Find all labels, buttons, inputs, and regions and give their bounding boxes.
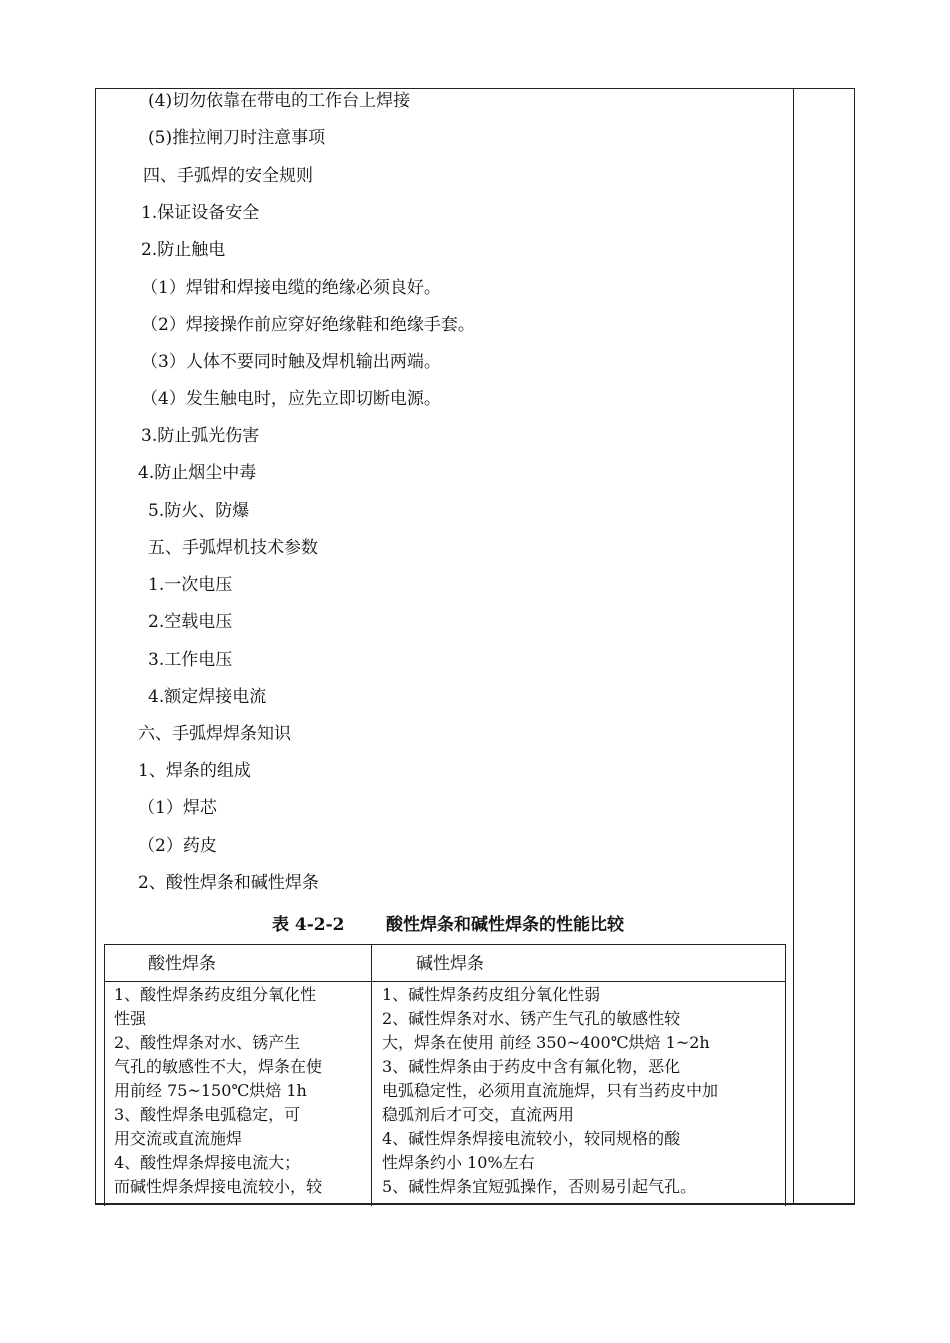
text-line: (5)推拉闸刀时注意事项 <box>148 128 326 148</box>
text-line: （2）焊接操作前应穿好绝缘鞋和绝缘手套。 <box>141 315 475 335</box>
table-cell-line: 2、酸性焊条对水、锈产生 <box>114 1033 301 1052</box>
table-column-divider <box>371 944 372 1206</box>
table-cell-line: 5、碱性焊条宜短弧操作，否则易引起气孔。 <box>382 1177 697 1196</box>
table-cell-line: 性强 <box>114 1009 147 1028</box>
text-line: 2.空载电压 <box>148 612 233 632</box>
text-line: 1.一次电压 <box>148 575 233 595</box>
text-line: 3.防止弧光伤害 <box>141 426 260 446</box>
table-cell-line: 电弧稳定性，必须用直流施焊，只有当药皮中加 <box>382 1081 719 1100</box>
table-cell-line: 1、酸性焊条药皮组分氧化性 <box>114 985 317 1004</box>
table-cell-line: 性焊条约小 10%左右 <box>382 1153 535 1172</box>
text-line: （1）焊钳和焊接电缆的绝缘必须良好。 <box>141 278 441 298</box>
table-cell-line: 3、碱性焊条由于药皮中含有氟化物，恶化 <box>382 1057 681 1076</box>
text-line: （4）发生触电时，应先立即切断电源。 <box>141 389 441 409</box>
table-cell-line: 稳弧剂后才可交，直流两用 <box>382 1105 575 1124</box>
text-line: 3.工作电压 <box>148 650 233 670</box>
text-line: 4.防止烟尘中毒 <box>138 463 257 483</box>
table-cell-line: 1、碱性焊条药皮组分氧化性弱 <box>382 985 601 1004</box>
table-cell-line: 而碱性焊条焊接电流较小，较 <box>114 1177 323 1196</box>
table-cell-line: 大，焊条在使用 前经 350~400℃烘焙 1~2h <box>382 1033 710 1052</box>
table-cell-line: 用前经 75~150℃烘焙 1h <box>114 1081 307 1100</box>
table-cell-line: 气孔的敏感性不大，焊条在使 <box>114 1057 323 1076</box>
text-line: 1、焊条的组成 <box>138 761 251 781</box>
text-line: 1.保证设备安全 <box>141 203 260 223</box>
table-header-divider <box>104 981 786 982</box>
table-header-acid: 酸性焊条 <box>148 954 216 974</box>
text-line: 5.防火、防爆 <box>148 501 250 521</box>
section-heading: 四、手弧焊的安全规则 <box>143 166 313 186</box>
table-caption: 表 4-2-2 酸性焊条和碱性焊条的性能比较 <box>272 915 624 935</box>
right-column-divider <box>793 88 794 1205</box>
text-line: 2.防止触电 <box>141 240 226 260</box>
text-line: （2）药皮 <box>138 836 217 856</box>
table-cell-line: 2、碱性焊条对水、锈产生气孔的敏感性较 <box>382 1009 681 1028</box>
text-line: (4)切勿依靠在带电的工作台上焊接 <box>148 91 411 111</box>
section-heading: 五、手弧焊机技术参数 <box>148 538 318 558</box>
text-line: 4.额定焊接电流 <box>148 687 267 707</box>
table-cell-line: 3、酸性焊条电弧稳定，可 <box>114 1105 301 1124</box>
table-cell-line: 用交流或直流施焊 <box>114 1129 243 1148</box>
text-line: （3）人体不要同时触及焊机输出两端。 <box>141 352 441 372</box>
table-cell-line: 4、酸性焊条焊接电流大； <box>114 1153 301 1172</box>
table-header-alkaline: 碱性焊条 <box>416 954 484 974</box>
text-line: 2、酸性焊条和碱性焊条 <box>138 873 319 893</box>
table-cell-line: 4、碱性焊条焊接电流较小，较同规格的酸 <box>382 1129 681 1148</box>
section-heading: 六、手弧焊焊条知识 <box>138 724 291 744</box>
text-line: （1）焊芯 <box>138 798 217 818</box>
